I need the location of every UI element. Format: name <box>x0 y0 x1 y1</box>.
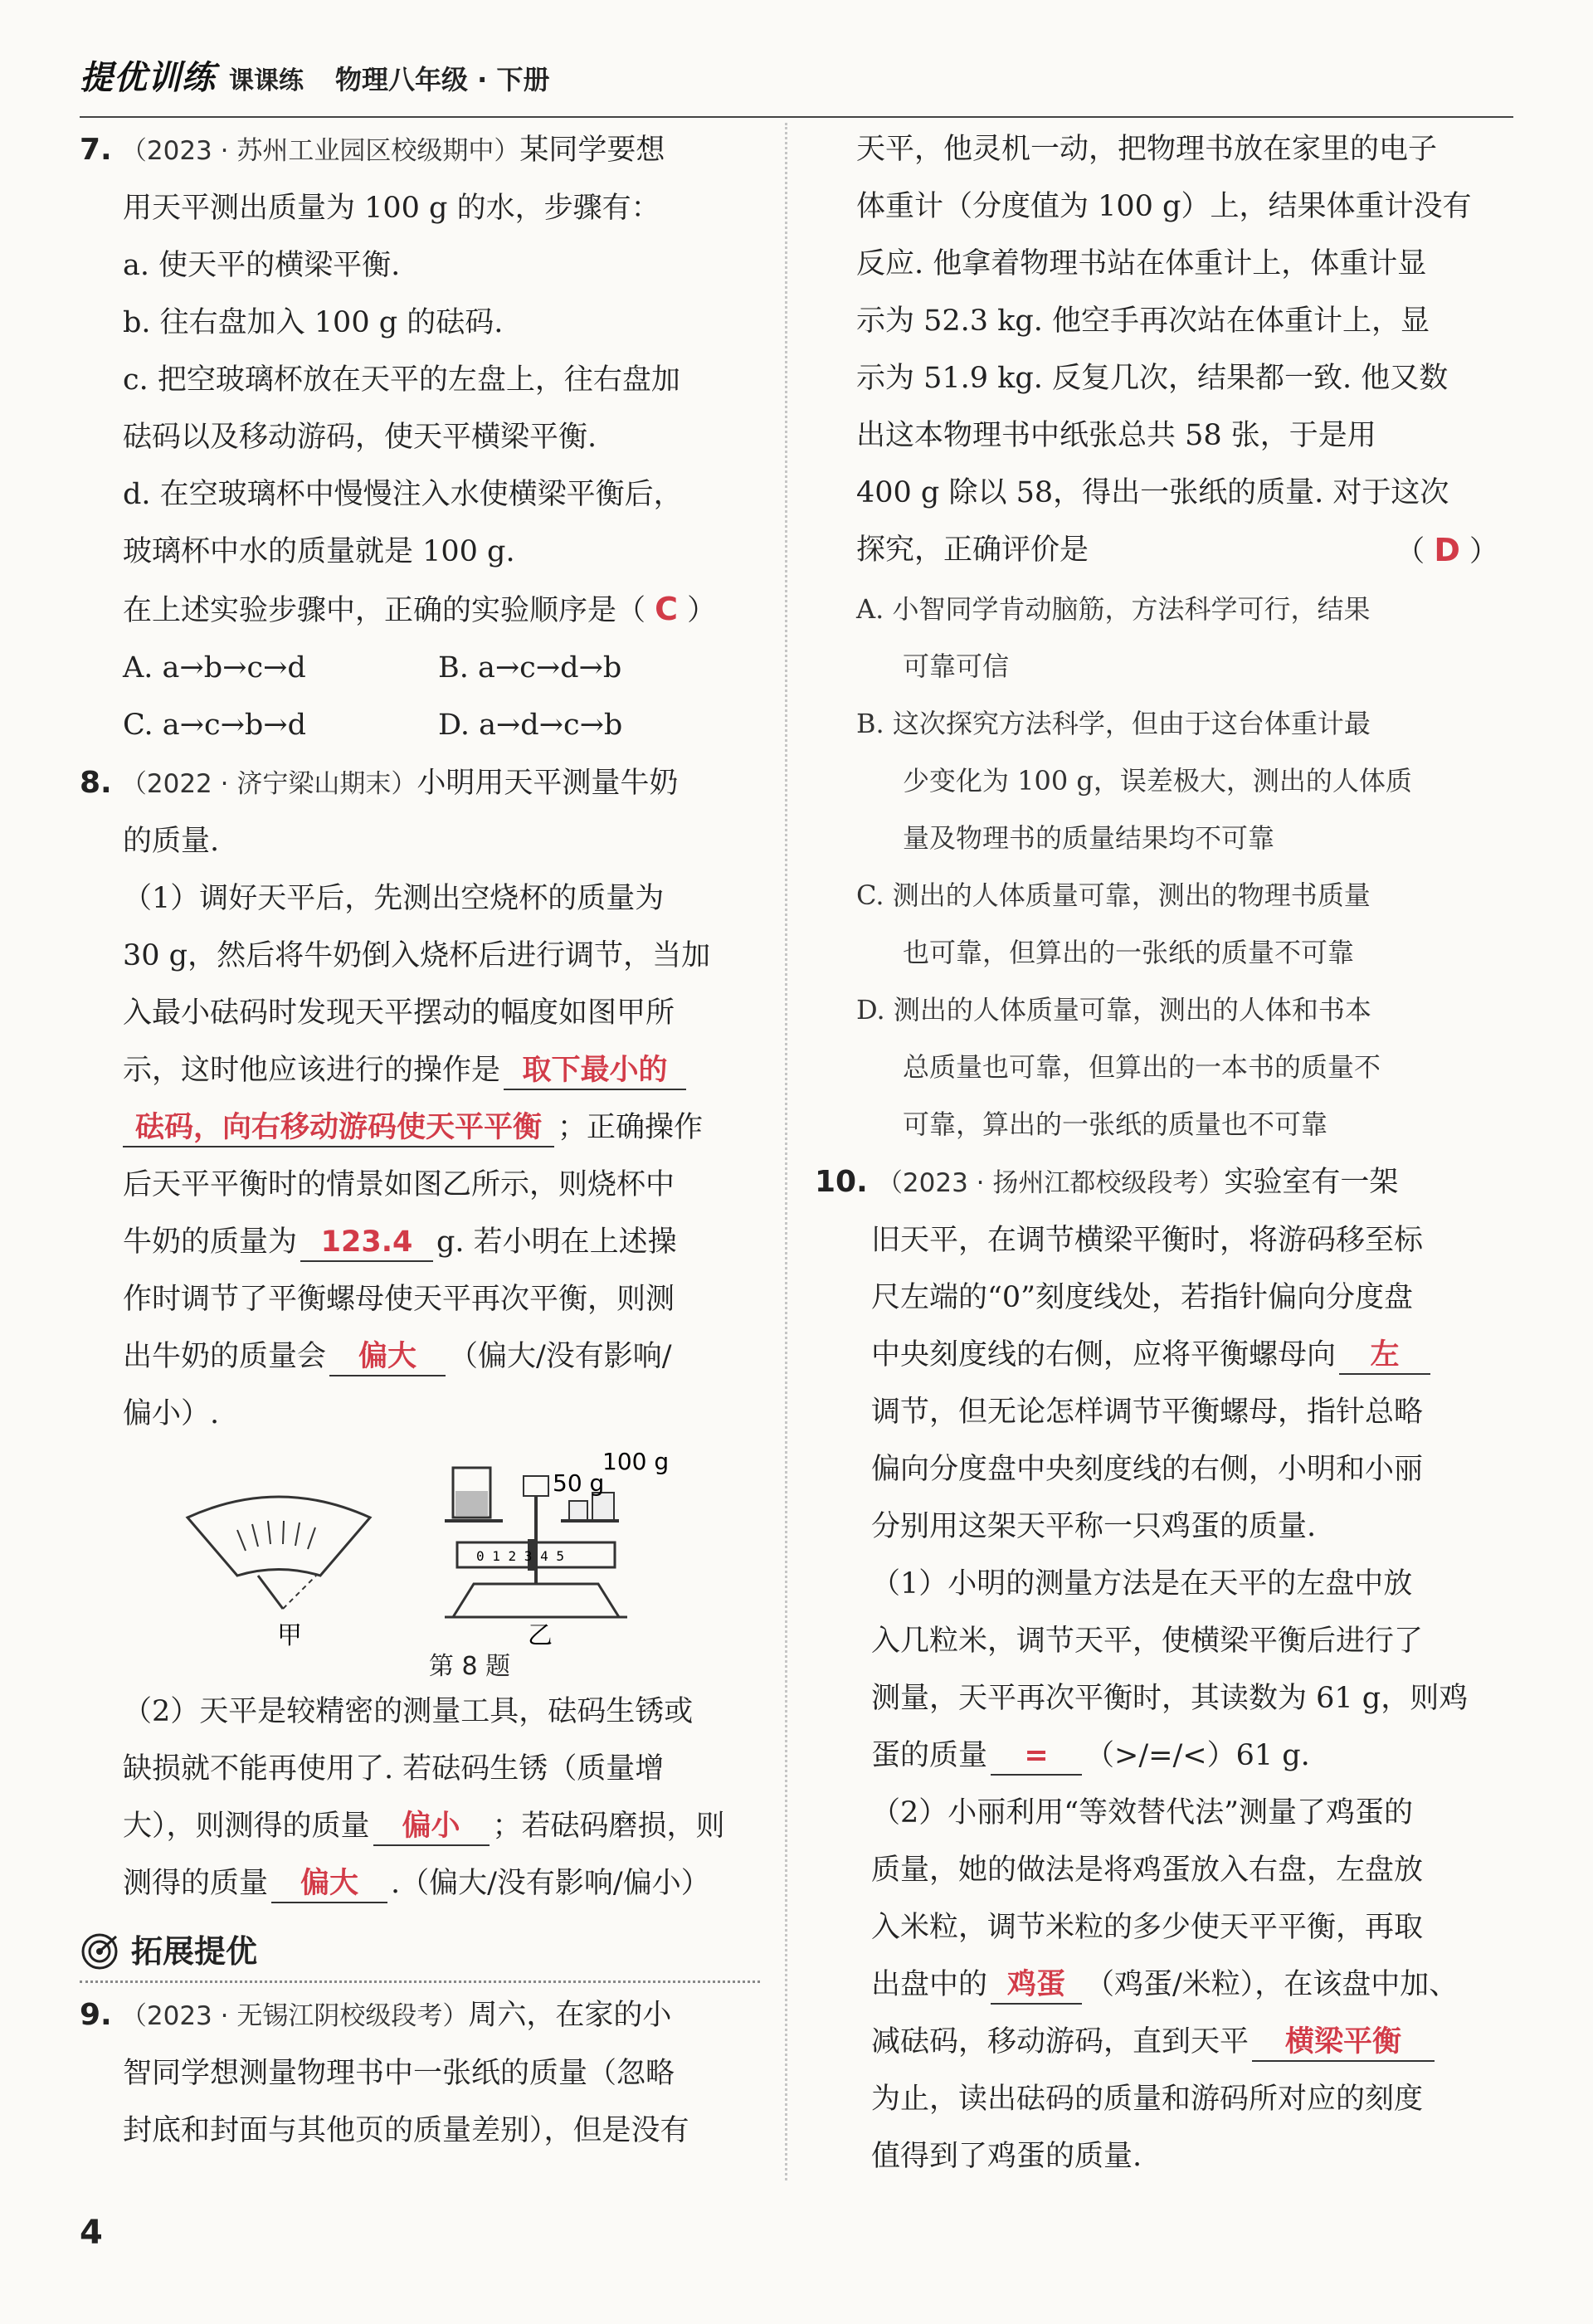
choice-answer: D <box>1434 532 1460 568</box>
question-source: （2023 · 苏州工业园区校级期中） <box>120 136 520 166</box>
answer-blank: 偏小 <box>373 1808 490 1846</box>
right-column <box>815 121 1498 2185</box>
option-a: A. a→b→c→d <box>123 651 306 685</box>
section-title: 拓展提优 <box>131 1932 258 1970</box>
page-number: 4 <box>80 2214 103 2252</box>
column-divider <box>785 123 787 2180</box>
question-number: 8. <box>80 766 112 800</box>
choice-answer: C <box>655 591 679 627</box>
answer-blank: 偏大 <box>271 1865 387 1903</box>
answer-blank: 鸡蛋 <box>991 1966 1082 2005</box>
answer-blank: 取下最小的 <box>504 1052 686 1090</box>
option-d: D. a→d→c→b <box>438 709 623 742</box>
answer-blank: 横梁平衡 <box>1252 2024 1435 2062</box>
page-header <box>80 51 549 110</box>
left-column <box>80 121 760 2160</box>
balance-figure <box>445 1451 669 1650</box>
question-source: （2023 · 扬州江都校级段考） <box>876 1168 1225 1198</box>
question-number: 9. <box>80 1998 112 2032</box>
figure-caption: 第 8 题 <box>428 1652 511 1681</box>
option-d: D. 测出的人体质量可靠，测出的人体和书本 <box>856 994 1371 1026</box>
option-b: B. 这次探究方法科学，但由于这台体重计最 <box>856 708 1371 739</box>
answer-blank: 偏大 <box>329 1338 446 1376</box>
answer-blank: = <box>991 1737 1082 1776</box>
balance-figures <box>80 1451 760 1650</box>
question-8: 8. （2022 · 济宁梁山期末）小明用天平测量牛奶 的质量. （1）调好天平后，先测出空烧杯的质量为 30 g，然后将牛奶倒入烧杯后进行调节，当加 入最小砝码时发现天平摆动的幅度如图甲所 示，这时他应该进行的操作是 取下最小的 砝码，向右移动游码使天平平衡 ；正确操作 后天平平衡时的情景如图乙所示，则烧杯中 牛奶的质量为 123.4 g. 若小明在上述操 作时调节了平衡螺母使天平再次平衡，则测 出牛奶的质量会 偏大 （偏大/没有影响/ 偏小）. 甲 0 1 2 3 4 5 50 g 100 g 乙 第 8 题 （2）天平是较精密的测量工具，砝码生锈或 缺损就不能再使用了. 若砝码生锈（质量增 大），则测得的质量 偏小 ；若砝码磨损，则 测得的质量 偏大 .（偏大/没有影响/偏小） <box>80 754 760 1912</box>
series-name: 课课练 <box>229 66 304 95</box>
figure-label-a: 甲 <box>277 1621 302 1650</box>
answer-blank: 左 <box>1339 1337 1430 1375</box>
weight-label-100: 100 g <box>602 1451 670 1475</box>
option-c: C. a→c→b→d <box>123 709 307 742</box>
question-7: 7. （2023 · 苏州工业园区校级期中）某同学要想 用天平测出质量为 100 g 的水，步骤有： a. 使天平的横梁平衡. b. 往右盘加入 100 g 的砝码. c. 把空玻璃杯放在天平的左盘上，往右盘加 砝码以及移动游码，使天平横梁平衡. d. 在空玻璃杯中慢慢注入水使横梁平衡后， 玻璃杯中水的质量就是 100 g. 在上述实验步骤中，正确的实验顺序是（ C ） A. a→b→c→d B. a→c→d→b C. a→c→b→d D. a→d→c→b <box>80 121 760 754</box>
option-b: B. a→c→d→b <box>438 651 622 685</box>
question-source: （2022 · 济宁梁山期末） <box>120 769 417 799</box>
ruler-scale: 0 1 2 3 4 5 <box>476 1548 564 1564</box>
figure-8 <box>80 1451 760 1650</box>
answer-blank: 123.4 <box>300 1224 433 1262</box>
subject-title: 物理八年级 · 下册 <box>335 64 550 95</box>
target-icon <box>80 1932 119 1971</box>
question-source: （2023 · 无锡江阴校级段考） <box>120 2001 469 2031</box>
question-9-start: 9. （2023 · 无锡江阴校级段考）周六，在家的小 智同学想测量物理书中一张纸的质量（忽略 封底和封面与其他页的质量差别），但是没有 <box>80 1998 689 2147</box>
question-number: 10. <box>815 1165 868 1199</box>
dial-figure <box>188 1497 370 1650</box>
option-c: C. 测出的人体质量可靠，测出的物理书质量 <box>856 879 1371 911</box>
answer-blank: 砝码，向右移动游码使天平平衡 <box>123 1109 554 1147</box>
options-row <box>80 697 760 754</box>
question-10: 10. （2023 · 扬州江都校级段考）实验室有一架 旧天平，在调节横梁平衡时，将游码移至标 尺左端的“0”刻度线处，若指针偏向分度盘 中央刻度线的右侧，应将平衡螺母向 左 调节，但无论怎样调节平衡螺母，指针总略 偏向分度盘中央刻度线的右侧，小明和小丽 分别用这架天平称一只鸡蛋的质量. （1）小明的测量方法是在天平的左盘中放 入几粒米，调节天平，使横梁平衡后进行了 测量，天平再次平衡时，其读数为 61 g，则鸡 蛋的质量 = （>/=/<）61 g. （2）小丽利用“等效替代法”测量了鸡蛋的 质量，她的做法是将鸡蛋放入右盘，左盘放 入米粒，调节米粒的多少使天平平衡，再取 出盘中的 鸡蛋 （鸡蛋/米粒），在该盘中加、 减砝码，移动游码，直到天平 横梁平衡 为止，读出砝码的质量和游码所对应的刻度 值得到了鸡蛋的质量. <box>815 1165 1469 2173</box>
options-row <box>80 640 760 697</box>
question-9-continued: 天平，他灵机一动，把物理书放在家里的电子 体重计（分度值为 100 g）上，结果体重计没有 反应. 他拿着物理书站在体重计上，体重计显 示为 52.3 kg. 他空手再次站在体重计上，显 示为 51.9 kg. 反复几次，结果都一致. 他又数 出这本物理书中纸张总共 58 张，于是用 400 g 除以 58，得出一张纸的质量. 对于这次 探究，正确评价是 （ D ） A. 小智同学肯动脑筋，方法科学可行，结果 可靠可信 B. 这次探究方法科学，但由于这台体重计最 少变化为 100 g，误差极大，测出的人体质 量及物理书的质量结果均不可靠 C. 测出的人体质量可靠，测出的物理书质量 也可靠，但算出的一张纸的质量不可靠 D. 测出的人体质量可靠，测出的人体和书本 总质量也可靠，但算出的一本书的质量不 可靠，算出的一张纸的质量也不可靠 <box>815 121 1498 1153</box>
option-a: A. 小智同学肯动脑筋，方法科学可行，结果 <box>856 593 1371 625</box>
section-header <box>80 1922 760 1983</box>
question-number: 7. <box>80 133 112 167</box>
brand-title: 提优训练 <box>80 59 216 97</box>
weight-label-50: 50 g <box>553 1469 605 1497</box>
figure-label-b: 乙 <box>528 1621 553 1650</box>
header-rule <box>80 116 1513 118</box>
